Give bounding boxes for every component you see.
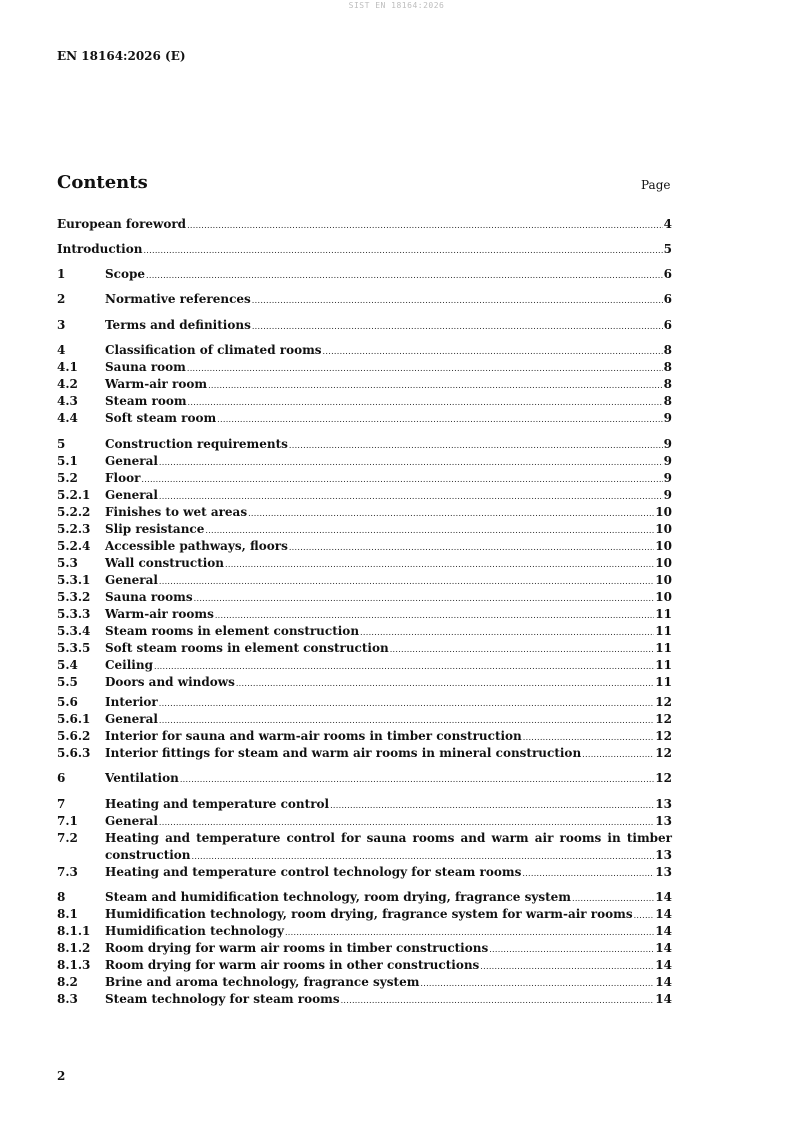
- toc-entry[interactable]: [57, 606, 672, 623]
- toc-entry-number: 4.2: [57, 377, 78, 391]
- toc-entry-number: 7.2: [57, 831, 78, 845]
- dot-leader: [159, 488, 663, 505]
- toc-entry-number: 5.3.1: [57, 573, 91, 587]
- dot-leader: [252, 318, 663, 335]
- document-id: EN 18164:2026 (E): [57, 49, 186, 63]
- toc-entry-page: 5: [663, 242, 672, 256]
- toc-entry-number: 5.1: [57, 454, 78, 468]
- toc-entry-page: 9: [663, 411, 672, 425]
- toc-entry-page: 14: [655, 992, 672, 1006]
- toc-entry[interactable]: [57, 957, 672, 974]
- toc-entry-page: 14: [655, 941, 672, 955]
- toc-entry[interactable]: [57, 410, 672, 427]
- toc-entry[interactable]: [57, 521, 672, 538]
- toc-entry-number: 5.2.4: [57, 539, 91, 553]
- toc-entry[interactable]: [57, 640, 672, 657]
- toc-entry-page: 6: [663, 292, 672, 306]
- toc-entry-title: Soft steam room: [105, 411, 217, 425]
- toc-entry[interactable]: [57, 657, 672, 674]
- toc-entry-page: 14: [655, 975, 672, 989]
- toc-entry[interactable]: [57, 796, 672, 813]
- toc-entry-number: 4: [57, 343, 66, 357]
- dot-leader: [480, 958, 654, 975]
- toc-entry-title: General: [105, 814, 158, 828]
- toc-entry-title: Steam room: [105, 394, 187, 408]
- toc-entry-page: 14: [655, 924, 672, 938]
- toc-entry-title: Steam technology for steam rooms: [105, 992, 340, 1006]
- toc-entry-number: 5.6.3: [57, 746, 91, 760]
- toc-entry[interactable]: [57, 623, 672, 640]
- toc-entry-title: Sauna room: [105, 360, 186, 374]
- toc-entry-page: 11: [655, 641, 672, 655]
- toc-entry-number: 6: [57, 771, 66, 785]
- toc-entry[interactable]: [57, 572, 672, 589]
- dot-leader: [215, 607, 654, 624]
- toc-entry-title: Floor: [105, 471, 141, 485]
- toc-entry-title: Room drying for warm air rooms in timber constructions: [105, 941, 489, 955]
- dot-leader: [420, 975, 654, 992]
- toc-entry-title: Terms and definitions: [105, 318, 251, 332]
- toc-entry[interactable]: [57, 555, 672, 572]
- toc-entry[interactable]: [57, 504, 672, 521]
- toc-entry-page: 11: [655, 624, 672, 638]
- toc-entry-title: Heating and temperature control for sauna rooms and warm air rooms in timber: [105, 831, 672, 845]
- toc-entry-number: 8.1: [57, 907, 78, 921]
- toc-entry[interactable]: [57, 940, 672, 957]
- dot-leader: [188, 394, 663, 411]
- toc-entry-number: 3: [57, 318, 66, 332]
- toc-entry-title: Ventilation: [105, 771, 179, 785]
- watermark-text: SIST EN 18164:2026: [348, 1, 445, 10]
- toc-entry-title: Steam rooms in element construction: [105, 624, 360, 638]
- page-number: 2: [57, 1069, 66, 1083]
- toc-entry-number: 5.2.2: [57, 505, 91, 519]
- toc-entry-title: Heating and temperature control: [105, 797, 330, 811]
- toc-entry-title: Heating and temperature control technology for steam rooms: [105, 865, 522, 879]
- dot-leader: [205, 522, 654, 539]
- toc-entry-page: 8: [663, 394, 672, 408]
- toc-entry-title: General: [105, 454, 158, 468]
- dot-leader: [159, 454, 663, 471]
- toc-entry-title: Steam and humidification technology, room drying, fragrance system: [105, 890, 571, 904]
- toc-entry[interactable]: [57, 538, 672, 555]
- toc-entry-number: 5.6: [57, 695, 78, 709]
- toc-entry-number: 7.1: [57, 814, 78, 828]
- toc-entry-title: General: [105, 488, 158, 502]
- toc-entry-number: 5.2.1: [57, 488, 91, 502]
- toc-entry-title: Scope: [105, 267, 146, 281]
- toc-entry-title: Interior: [105, 695, 158, 709]
- dot-leader: [572, 890, 654, 907]
- toc-entry-page: 12: [655, 712, 672, 726]
- toc-entry-title: Humidification technology, room drying, fragrance system for warm-air rooms: [105, 907, 633, 921]
- page-title: Contents: [57, 172, 148, 193]
- toc-entry-title: Construction requirements: [105, 437, 288, 451]
- toc-entry[interactable]: [57, 694, 672, 711]
- toc-entry-page: 6: [663, 267, 672, 281]
- dot-leader: [582, 746, 654, 763]
- toc-entry-page: 10: [655, 505, 672, 519]
- toc-entry-page: 10: [655, 590, 672, 604]
- toc-entry-number: 2: [57, 292, 66, 306]
- toc-entry-number: 5.4: [57, 658, 78, 672]
- dot-leader: [523, 729, 655, 746]
- toc-entry-page: 9: [663, 454, 672, 468]
- dot-leader: [634, 907, 655, 924]
- toc-entry-page: 14: [655, 958, 672, 972]
- toc-entry-title: Finishes to wet areas: [105, 505, 248, 519]
- toc-entry[interactable]: [57, 864, 672, 881]
- dot-leader: [143, 242, 662, 259]
- toc-entry-page: 12: [655, 695, 672, 709]
- toc-entry[interactable]: [57, 342, 672, 359]
- toc-entry-title: Accessible pathways, floors: [105, 539, 288, 553]
- toc-entry-page: 9: [663, 488, 672, 502]
- dot-leader: [522, 865, 654, 882]
- toc-entry-number: 5.5: [57, 675, 78, 689]
- toc-entry[interactable]: [57, 889, 672, 906]
- toc-entry-title: Soft steam rooms in element construction: [105, 641, 389, 655]
- dot-leader: [248, 505, 654, 522]
- toc-entry[interactable]: [57, 359, 672, 376]
- toc-entry-number: 5.3.5: [57, 641, 91, 655]
- toc-entry-page: 14: [655, 890, 672, 904]
- toc-entry-title: Ceiling: [105, 658, 153, 672]
- toc-entry-number: 5: [57, 437, 66, 451]
- toc-entry[interactable]: [57, 770, 672, 787]
- toc-entry-page: 11: [655, 675, 672, 689]
- toc-entry-page: 8: [663, 360, 672, 374]
- toc-entry[interactable]: [57, 216, 672, 233]
- toc-entry[interactable]: [57, 813, 672, 830]
- toc-entry[interactable]: [57, 453, 672, 470]
- toc-entry-page: 4: [663, 217, 672, 231]
- toc-entry-page: 12: [655, 729, 672, 743]
- toc-entry-number: 5.3.2: [57, 590, 91, 604]
- toc-entry-title: Slip resistance: [105, 522, 205, 536]
- toc-entry[interactable]: [57, 745, 672, 762]
- dot-leader: [159, 712, 654, 729]
- toc-entry-page: 13: [655, 797, 672, 811]
- dot-leader: [289, 437, 663, 454]
- toc-entry[interactable]: [57, 487, 672, 504]
- toc-entry-page: 9: [663, 437, 672, 451]
- dot-leader: [360, 624, 654, 641]
- toc-entry-page: 8: [663, 377, 672, 391]
- toc-entry[interactable]: [57, 974, 672, 991]
- toc-entry-title: Classification of climated rooms: [105, 343, 322, 357]
- toc-entry-number: 8.1.1: [57, 924, 91, 938]
- toc-entry-number: 7: [57, 797, 66, 811]
- toc-entry-title: Wall construction: [105, 556, 225, 570]
- toc-entry-page: 13: [655, 865, 672, 879]
- toc-entry-page: 10: [655, 539, 672, 553]
- toc-entry-title: Warm-air rooms: [105, 607, 214, 621]
- toc-entry[interactable]: [57, 291, 672, 308]
- toc-entry[interactable]: [57, 317, 672, 334]
- dot-leader: [159, 695, 655, 712]
- toc-entry-number: 7.3: [57, 865, 78, 879]
- toc-entry-title: Brine and aroma technology, fragrance system: [105, 975, 420, 989]
- toc-entry-title: Humidification technology: [105, 924, 284, 938]
- dot-leader: [159, 573, 654, 590]
- toc-entry[interactable]: [57, 906, 672, 923]
- toc-entry-number: 8.1.3: [57, 958, 91, 972]
- dot-leader: [330, 797, 654, 814]
- toc-entry-number: 1: [57, 267, 66, 281]
- dot-leader: [489, 941, 654, 958]
- toc-entry[interactable]: [57, 589, 672, 606]
- toc-entry[interactable]: [57, 266, 672, 283]
- toc-entry[interactable]: [57, 830, 672, 864]
- dot-leader: [323, 343, 663, 360]
- dot-leader: [180, 771, 654, 788]
- toc-entry-title: Interior fittings for steam and warm air rooms in mineral construction: [105, 746, 582, 760]
- toc-entry-title: General: [105, 712, 158, 726]
- toc-entry-number: 5.6.2: [57, 729, 91, 743]
- toc-entry-page: 12: [655, 746, 672, 760]
- toc-entry-title: General: [105, 573, 158, 587]
- toc-entry[interactable]: [57, 436, 672, 453]
- dot-leader: [192, 848, 655, 865]
- toc-entry-page: 11: [655, 658, 672, 672]
- toc-entry-title: Introduction: [57, 242, 143, 256]
- toc-entry-title: Sauna rooms: [105, 590, 193, 604]
- toc-entry[interactable]: [57, 376, 672, 393]
- toc-entry-page: 13: [655, 848, 672, 862]
- toc-entry-title: Doors and windows: [105, 675, 235, 689]
- dot-leader: [159, 814, 654, 831]
- dot-leader: [225, 556, 654, 573]
- toc-entry[interactable]: [57, 393, 672, 410]
- toc-entry-number: 8.3: [57, 992, 78, 1006]
- toc-entry-page: 8: [663, 343, 672, 357]
- toc-entry-number: 4.4: [57, 411, 78, 425]
- toc-entry-number: 8: [57, 890, 66, 904]
- toc-entry-number: 5.3.4: [57, 624, 91, 638]
- toc-entry-page: 12: [655, 771, 672, 785]
- toc-entry-page: 14: [655, 907, 672, 921]
- toc-entry-number: 8.1.2: [57, 941, 91, 955]
- dot-leader: [187, 360, 663, 377]
- toc-entry-page: 11: [655, 607, 672, 621]
- dot-leader: [194, 590, 655, 607]
- dot-leader: [154, 658, 654, 675]
- dot-leader: [390, 641, 655, 658]
- toc-entry-title: Normative references: [105, 292, 251, 306]
- dot-leader: [285, 924, 654, 941]
- toc-entry-title-continued: construction: [105, 848, 191, 862]
- dot-leader: [236, 675, 654, 692]
- toc-entry-page: 6: [663, 318, 672, 332]
- page-column-label: Page: [641, 178, 671, 192]
- dot-leader: [146, 267, 663, 284]
- toc-entry-page: 13: [655, 814, 672, 828]
- toc-entry[interactable]: [57, 923, 672, 940]
- toc-entry-number: 5.2: [57, 471, 78, 485]
- toc-entry-title: Warm-air room: [105, 377, 208, 391]
- toc-entry[interactable]: [57, 711, 672, 728]
- dot-leader: [252, 292, 663, 309]
- toc-entry-page: 10: [655, 573, 672, 587]
- toc-entry-page: 10: [655, 556, 672, 570]
- dot-leader: [141, 471, 662, 488]
- toc-entry[interactable]: [57, 991, 672, 1008]
- toc-entry-page: 10: [655, 522, 672, 536]
- toc-entry-number: 8.2: [57, 975, 78, 989]
- dot-leader: [289, 539, 654, 556]
- toc-entry[interactable]: [57, 674, 672, 691]
- toc-entry-title: Room drying for warm air rooms in other constructions: [105, 958, 480, 972]
- toc-entry[interactable]: [57, 470, 672, 487]
- dot-leader: [341, 992, 655, 1009]
- toc-entry-number: 5.2.3: [57, 522, 91, 536]
- toc-entry-page: 9: [663, 471, 672, 485]
- toc-entry[interactable]: [57, 728, 672, 745]
- toc-entry-number: 5.3.3: [57, 607, 91, 621]
- dot-leader: [217, 411, 662, 428]
- toc-entry-title: European foreword: [57, 217, 187, 231]
- dot-leader: [208, 377, 663, 394]
- toc-entry-number: 4.3: [57, 394, 78, 408]
- toc-entry-number: 5.3: [57, 556, 78, 570]
- toc-entry-number: 4.1: [57, 360, 78, 374]
- toc-entry-title: Interior for sauna and warm-air rooms in timber construction: [105, 729, 522, 743]
- dot-leader: [187, 217, 663, 234]
- toc-entry-number: 5.6.1: [57, 712, 91, 726]
- toc-entry[interactable]: [57, 241, 672, 258]
